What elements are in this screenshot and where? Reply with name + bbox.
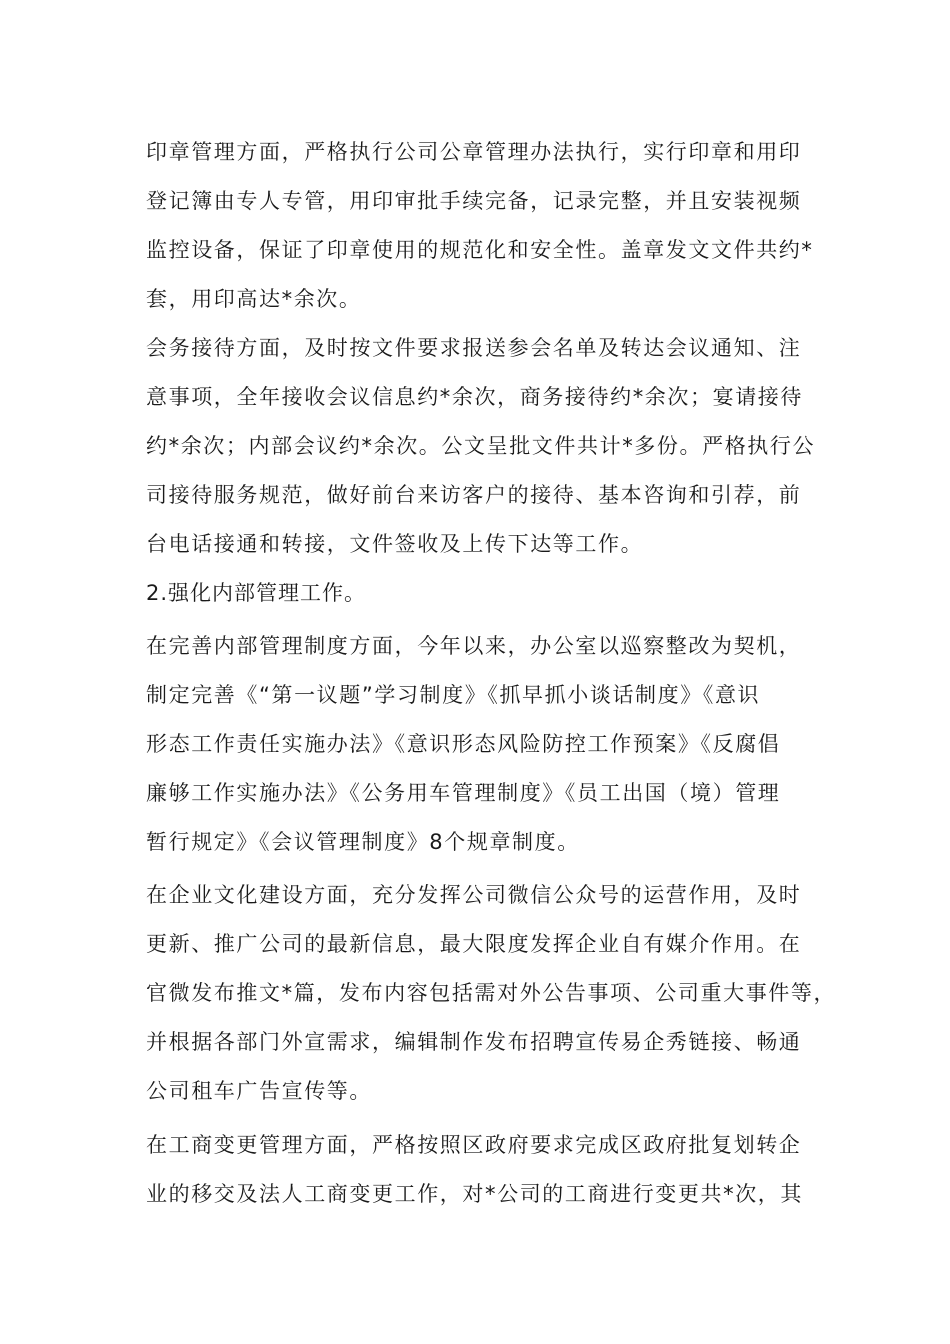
text-line: 印章管理方面，严格执行公司公章管理办法执行，实行印章和用印 xyxy=(146,140,802,164)
text-line: 在企业文化建设方面，充分发挥公司微信公众号的运营作用，及时 xyxy=(146,883,802,907)
text-line: 业的移交及法人工商变更工作，对*公司的工商进行变更共*次，其 xyxy=(146,1182,803,1206)
text-line: 并根据各部门外宣需求，编辑制作发布招聘宣传易企秀链接、畅通 xyxy=(146,1030,802,1054)
heading-line: 2.强化内部管理工作。 xyxy=(146,581,367,605)
text-line: 公司租车广告宣传等。 xyxy=(146,1079,372,1103)
text-line: 司接待服务规范，做好前台来访客户的接待、基本咨询和引荐，前 xyxy=(146,483,802,507)
paragraph-internal-regulations xyxy=(146,622,810,867)
text-line: 套，用印高达*余次。 xyxy=(146,287,362,311)
paragraph-business-registration xyxy=(146,1121,810,1219)
text-line: 暂行规定》《会议管理制度》8个规章制度。 xyxy=(146,830,580,854)
text-line: 意事项，全年接收会议信息约*余次，商务接待约*余次；宴请接待 xyxy=(146,385,803,409)
text-line: 会务接待方面，及时按文件要求报送参会名单及转达会议通知、注 xyxy=(146,336,802,360)
section-heading xyxy=(146,569,810,618)
text-line: 更新、推广公司的最新信息，最大限度发挥企业自有媒介作用。在 xyxy=(146,932,802,956)
text-line: 监控设备，保证了印章使用的规范化和安全性。盖章发文文件共约* xyxy=(146,238,814,262)
text-line: 形态工作责任实施办法》《意识形态风险防控工作预案》《反腐倡 xyxy=(146,732,781,756)
text-line: 在完善内部管理制度方面，今年以来，办公室以巡察整改为契机， xyxy=(146,634,802,658)
paragraph-seal-management xyxy=(146,128,814,324)
text-line: 制定完善《“第一议题”学习制度》《抓早抓小谈话制度》《意识 xyxy=(146,683,761,707)
text-line: 台电话接通和转接，文件签收及上传下达等工作。 xyxy=(146,532,644,556)
text-line: 登记簿由专人专管，用印审批手续完备，记录完整，并且安装视频 xyxy=(146,189,802,213)
text-line: 官微发布推文*篇，发布内容包括需对外公告事项、公司重大事件等， xyxy=(146,981,837,1005)
text-line: 约*余次；内部会议约*余次。公文呈批文件共计*多份。严格执行公 xyxy=(146,434,816,458)
paragraph-meeting-reception xyxy=(146,324,816,569)
text-line: 在工商变更管理方面，严格按照区政府要求完成区政府批复划转企 xyxy=(146,1133,802,1157)
paragraph-corporate-culture xyxy=(146,871,837,1116)
text-line: 廉够工作实施办法》《公务用车管理制度》《员工出国（境）管理 xyxy=(146,781,781,805)
